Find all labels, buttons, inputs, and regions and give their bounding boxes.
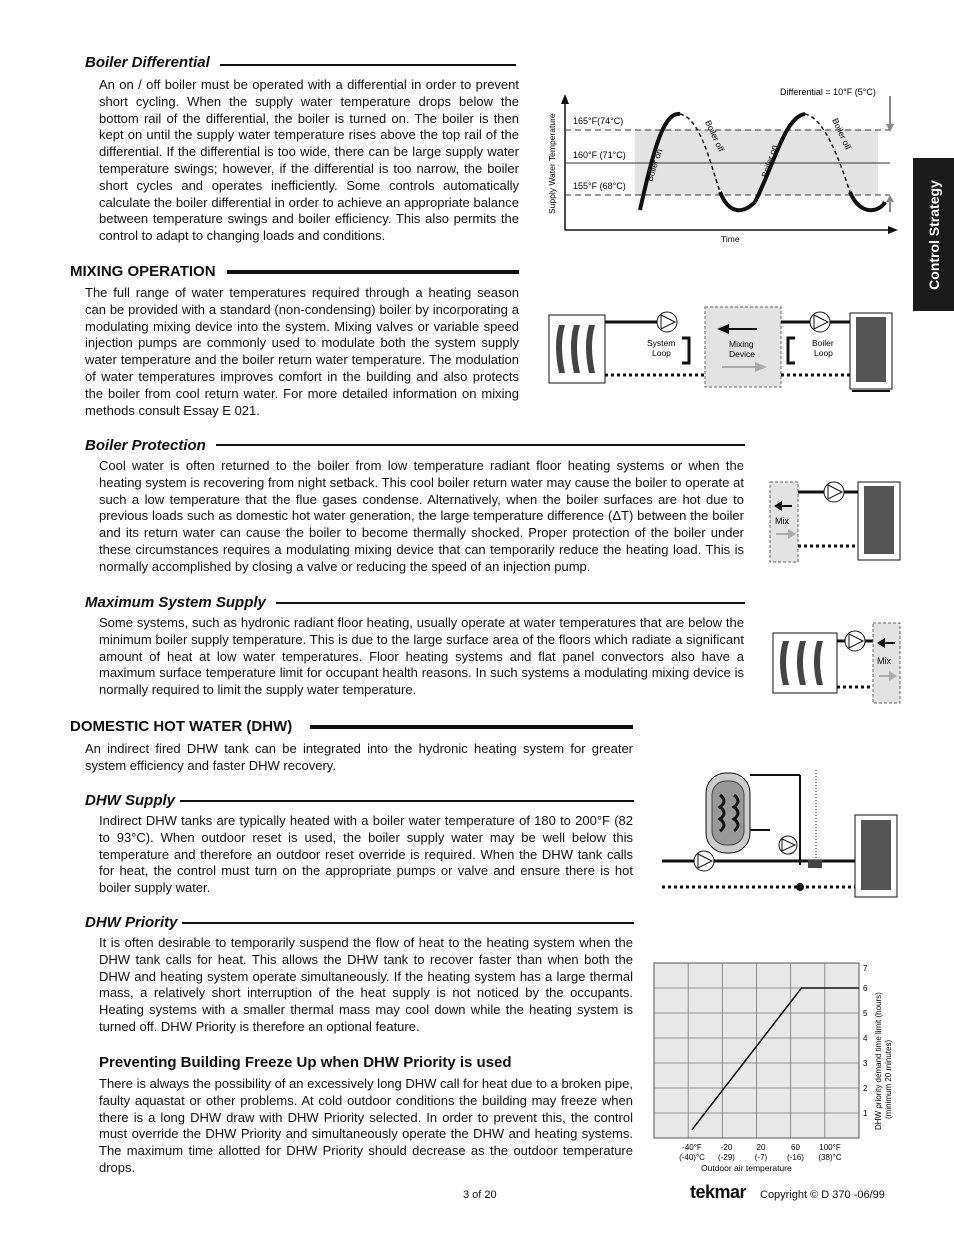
maximum-supply-diagram [769,621,903,706]
boiler-differential-text: An on / off boiler must be operated with a differential in order to prevent short cycling. When the supply water temperature drops below the bottom rail of the differential, the boiler is turned on. The boiler is then kept on until the supply water temperature rises above the top rail of the differential. If the differential is too wide, there can be large supply water temperature swings; however, if the differential is too narrow, the boiler short cycles and operates inefficiently. Some controls automatically calculate the boiler differential in order to achieve an appropriate balance between temperature swings and boiler efficiency. This also permits the control to adapt to changing loads and conditions. [99,77,519,244]
page-number: 3 of 20 [463,1189,497,1201]
differential-chart [545,82,910,247]
dhw-text: An indirect fired DHW tank can be integrated into the hydronic heating system for greater system efficiency and faster DHW recovery. [85,741,633,773]
boiler-on-label-1: Boiler on [644,147,665,183]
system-loop-label-1: System [647,338,676,348]
heading-rule [227,270,519,274]
sensor-icon [808,860,822,868]
chart-x-tick: -40°F [682,1143,702,1152]
chart-x-tick: -20 [720,1143,733,1152]
section-heading-dhw-priority: DHW Priority [85,914,178,931]
pipe-junction [796,883,804,891]
section-heading-maximum-system-supply: Maximum System Supply [85,594,266,611]
freeze-text: There is always the possibility of an excessively long DHW call for heat due to a broken pipe, faulty aquastat or other problems. At cold outdoor conditions the building may freeze when there is a long DHW draw with DHW Priority selected. In order to prevent this, the control must override the DHW Priority and simultaneously operate the DHW and heating systems. The maximum time allotted for DHW Priority should decrease as the outdoor temperature drops. [99,1076,633,1175]
mixing-device-label-1: Mixing [729,339,754,349]
chart-x-tick: 20 [756,1143,766,1152]
heading-rule [182,922,634,924]
chart-y-tick: 7 [863,964,868,973]
level-165: 165°F(74°C) [573,116,624,126]
boiler-loop-label-2: Loop [814,348,833,358]
chart-y-ticks [863,964,868,1118]
chart-y-tick: 2 [863,1084,868,1093]
mixing-diagram [547,305,902,400]
differential-arrow-top [886,124,894,132]
boiler-protection-diagram [768,476,903,566]
chart-y-tick: 3 [863,1059,868,1068]
x-axis-arrow [888,226,898,234]
boiler-off-label-2: Boiler off [830,116,854,152]
section-heading-boiler-protection: Boiler Protection [85,437,206,454]
boiler-body [861,820,891,890]
chart-x-tick-celsius: (-40)°C [679,1153,705,1162]
chart-y-tick: 4 [863,1034,868,1043]
chart-ylabel-2: (minimum 20 minutes) [884,1039,893,1119]
mixing-operation-text: The full range of water temperatures required through a heating season can be provided with a standard (non-condensing) boiler by incorporating a modulating mixing device into the system. Mixing valves or variable speed injection pumps are commonly used to modulate both the system supply water temperature and the boiler return water temperature. The modulation of water temperatures improves comfort in the building and also protects the boiler from cool return water. For more detailed information on mixing methods consult Essay E 021. [85,285,519,418]
heading-rule [276,602,745,604]
boiler-loop-bracket [788,338,795,363]
chart-ylabel: DHW priority demand time limit (hours) [874,992,883,1130]
dhw-priority-text: It is often desirable to temporarily suspend the flow of heat to the heating system when the DHW tank calls for heat. This allows the DHW tank to recover faster than when both the DHW and heating system operate simultaneously. If the heating system has a large thermal mass, a relatively short interruption of the heat supply is not noticed by the occupants. Heating systems with a smaller thermal mass may cool down while the heating system is turned off. DHW Priority is therefore an optional feature. [99,935,633,1034]
boiler-off-label-1: Boiler off [703,118,727,154]
differential-label: Differential = 10°F (5°C) [780,87,876,97]
system-loop-label-2: Loop [652,348,671,358]
y-axis-arrow [561,94,569,104]
heading-rule [220,64,516,66]
dhw-priority-chart [648,955,898,1180]
section-heading-dhw-supply: DHW Supply [85,792,175,809]
chart-y-tick: 1 [863,1109,868,1118]
side-tab-label: Control Strategy [925,179,942,290]
chart-x-tick: 100°F [819,1143,841,1152]
section-heading-dhw: DOMESTIC HOT WATER (DHW) [70,718,293,735]
maximum-system-supply-text: Some systems, such as hydronic radiant floor heating, usually operate at water temperatures that are below the minimum boiler supply temperature. This is due to the large surface area of the floors which radiate a significant amount of heat at low water temperatures. Floor heating systems and flat panel convectors also have a maximum surface temperature limit for occupant health reasons. In such systems a modulating mixing device is normally required to limit the supply water temperature. [99,615,744,698]
chart-y-tick: 5 [863,1009,868,1018]
chart-x-tick-celsius: (-7) [754,1153,768,1162]
mix-label: Mix [775,516,789,526]
side-tab [913,158,954,311]
chart-y-tick: 6 [863,984,868,993]
heading-rule [310,725,633,729]
heading-rule [180,800,634,802]
section-heading-boiler-differential: Boiler Differential [85,54,210,71]
subheading-freeze: Preventing Building Freeze Up when DHW Priority is used [99,1054,512,1071]
brand-logo: tekmar [690,1182,747,1202]
mixing-device-label-2: Device [729,349,755,359]
chart-xlabel: Outdoor air temperature [701,1163,792,1173]
chart-x-tick-celsius: (38)°C [818,1153,842,1162]
level-160: 160°F (71°C) [573,150,626,160]
boiler-body [856,317,886,382]
boiler-protection-text: Cool water is often returned to the boiler from low temperature radiant floor heating systems or when the heating system is recovering from night setback. This cool boiler return water may cause the boiler to operate at such a low temperature that the flue gases condense. Alternatively, when the boiler surfaces are hot due to previous loads such as domestic hot water generation, the large temperature difference (ΔT) between the boiler and its return water can cause the boiler to become thermally shocked. Proper protection of the boiler under these circumstances requires a modulating mixing device that can temporarily reduce the heating load. This is normally accomplished by closing a valve or reducing the speed of an injection pump. [99,458,744,574]
section-heading-mixing-operation: MIXING OPERATION [70,263,216,280]
boiler-body [864,486,894,554]
mix-label: Mix [877,656,891,666]
differential-arrow-bottom [886,195,894,202]
boiler-loop-label-1: Boiler [812,338,834,348]
chart-x-ticks [679,1143,842,1162]
chart-x-tick-celsius: (-29) [718,1153,735,1162]
chart-x-tick-celsius: (-16) [787,1153,804,1162]
y-axis-label: Supply Water Temperature [547,113,557,214]
dhw-diagram [660,765,900,900]
boiler-on-label-2: Boiler on [759,143,780,179]
copyright: Copyright © D 370 -06/99 [760,1189,885,1201]
dhw-supply-text: Indirect DHW tanks are typically heated with a boiler water temperature of 180 to 200°F (82 to 93°C). When outdoor reset is used, the boiler supply water may be well below this temperature and therefore an outdoor reset override is required. When the DHW tank calls for heat, the control must turn on the appropriate pumps or valve and ensure there is hot boiler supply water. [99,813,633,896]
system-loop-bracket [682,338,689,363]
chart-x-tick: 60 [791,1143,800,1152]
level-155: 155°F (68°C) [573,181,626,191]
x-axis-label: Time [721,234,740,244]
heading-rule [216,444,745,446]
